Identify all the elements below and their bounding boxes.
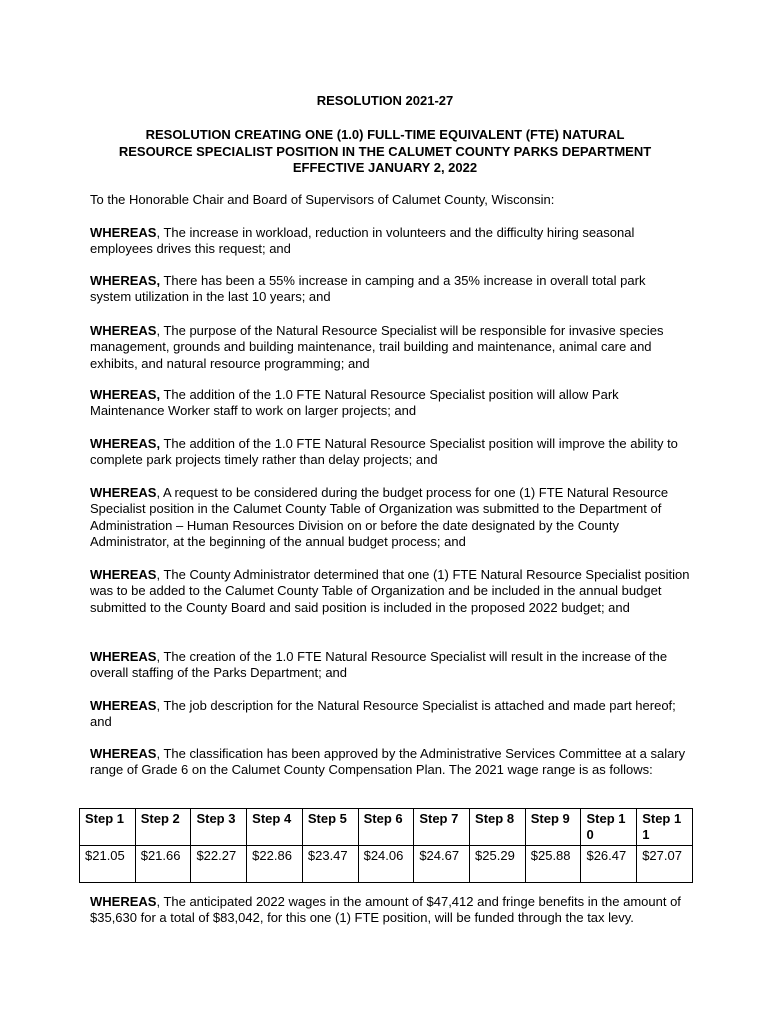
salutation: To the Honorable Chair and Board of Supervisors of Calumet County, Wisconsin:: [90, 192, 555, 207]
wage-value: $22.27: [191, 846, 247, 883]
wage-value: $23.47: [302, 846, 358, 883]
whereas-lead: WHEREAS: [90, 698, 157, 713]
whereas-lead: WHEREAS: [90, 649, 157, 664]
whereas-clause: [90, 894, 690, 927]
wage-value: $27.07: [637, 846, 693, 883]
whereas-text: The addition of the 1.0 FTE Natural Resource Specialist position will improve the ability to complete park projects timely rather than delay projects; and: [90, 436, 678, 468]
step-header: Step 7: [414, 809, 470, 846]
whereas-text: , The anticipated 2022 wages in the amount of $47,412 and fringe benefits in the amount of $35,630 for a total of $83,042, for this one (1) FTE position, will be funded through the tax levy.: [90, 894, 681, 926]
whereas-text: , The creation of the 1.0 FTE Natural Resource Specialist will result in the increase of the overall staffing of the Parks Department; and: [90, 649, 668, 681]
whereas-clause: [90, 649, 690, 682]
whereas-lead: WHEREAS: [90, 894, 157, 909]
whereas-lead: WHEREAS: [90, 567, 157, 582]
whereas-clause: [90, 485, 690, 551]
wage-value: $22.86: [247, 846, 303, 883]
wage-value: $25.29: [470, 846, 526, 883]
step-header: Step 9: [525, 809, 581, 846]
whereas-clause: [90, 567, 690, 616]
step-header: Step 11: [637, 809, 693, 846]
whereas-clause: [90, 273, 690, 306]
wage-range-table: [79, 808, 693, 883]
step-header: Step 10: [581, 809, 637, 846]
title-line: RESOLUTION CREATING ONE (1.0) FULL-TIME EQUIVALENT (FTE) NATURAL: [145, 127, 625, 142]
whereas-lead: WHEREAS,: [90, 387, 161, 402]
whereas-text: , The classification has been approved by the Administrative Services Committee at a salary range of Grade 6 on the Calumet County Compensation Plan. The 2021 wage range is as follows:: [90, 746, 686, 778]
wage-value: $25.88: [525, 846, 581, 883]
step-header: Step 1: [80, 809, 136, 846]
whereas-lead: WHEREAS: [90, 485, 157, 500]
title-line: EFFECTIVE JANUARY 2, 2022: [292, 160, 478, 175]
whereas-text: , The increase in workload, reduction in volunteers and the difficulty hiring seasonal employees drives this request; and: [90, 225, 635, 257]
whereas-clause: [90, 387, 690, 420]
title-line: RESOURCE SPECIALIST POSITION IN THE CALUMET COUNTY PARKS DEPARTMENT: [118, 143, 652, 159]
wage-value: $26.47: [581, 846, 637, 883]
step-header: Step 4: [247, 809, 303, 846]
step-header: Step 6: [358, 809, 414, 846]
wage-value: $24.67: [414, 846, 470, 883]
whereas-text: , The County Administrator determined that one (1) FTE Natural Resource Specialist position was to be added to the Calumet County Table of Organization and be included in the annual budget submitted to the County Board and said position is included in the proposed 2022 budget; and: [90, 567, 690, 615]
whereas-text: , The job description for the Natural Resource Specialist is attached and made part hereof; and: [90, 698, 676, 730]
whereas-lead: WHEREAS: [90, 746, 157, 761]
whereas-text: The addition of the 1.0 FTE Natural Resource Specialist position will allow Park Maintenance Worker staff to work on larger projects; and: [90, 387, 619, 419]
whereas-lead: WHEREAS: [90, 225, 157, 240]
step-header: Step 8: [470, 809, 526, 846]
wage-value: $21.05: [80, 846, 136, 883]
whereas-clause: [90, 698, 690, 731]
table-header-row: [80, 809, 693, 846]
whereas-lead: WHEREAS: [90, 323, 157, 338]
resolution-number: RESOLUTION 2021-27: [316, 93, 454, 108]
whereas-clause: [90, 323, 690, 372]
step-header: Step 3: [191, 809, 247, 846]
whereas-text: , A request to be considered during the budget process for one (1) FTE Natural Resource Specialist position in the Calumet County Table of Organization was submitted to the Department of Administration – Human Resources Division on or before the date designated by the County Administrator, at the beginning of the annual budget process; and: [90, 485, 669, 550]
whereas-lead: WHEREAS,: [90, 273, 161, 288]
whereas-lead: WHEREAS,: [90, 436, 161, 451]
whereas-text: There has been a 55% increase in camping and a 35% increase in overall total park system utilization in the last 10 years; and: [90, 273, 646, 305]
whereas-clause: [90, 436, 690, 469]
wage-value: $21.66: [135, 846, 191, 883]
step-header: Step 5: [302, 809, 358, 846]
wage-value: $24.06: [358, 846, 414, 883]
whereas-clause: [90, 746, 690, 779]
table-row: [80, 846, 693, 883]
resolution-title: [85, 127, 685, 177]
whereas-clause: [90, 225, 690, 258]
whereas-text: , The purpose of the Natural Resource Specialist will be responsible for invasive species management, grounds and building maintenance, trail building and maintenance, animal care and exhibits, and natural resource programming; and: [90, 323, 664, 371]
step-header: Step 2: [135, 809, 191, 846]
